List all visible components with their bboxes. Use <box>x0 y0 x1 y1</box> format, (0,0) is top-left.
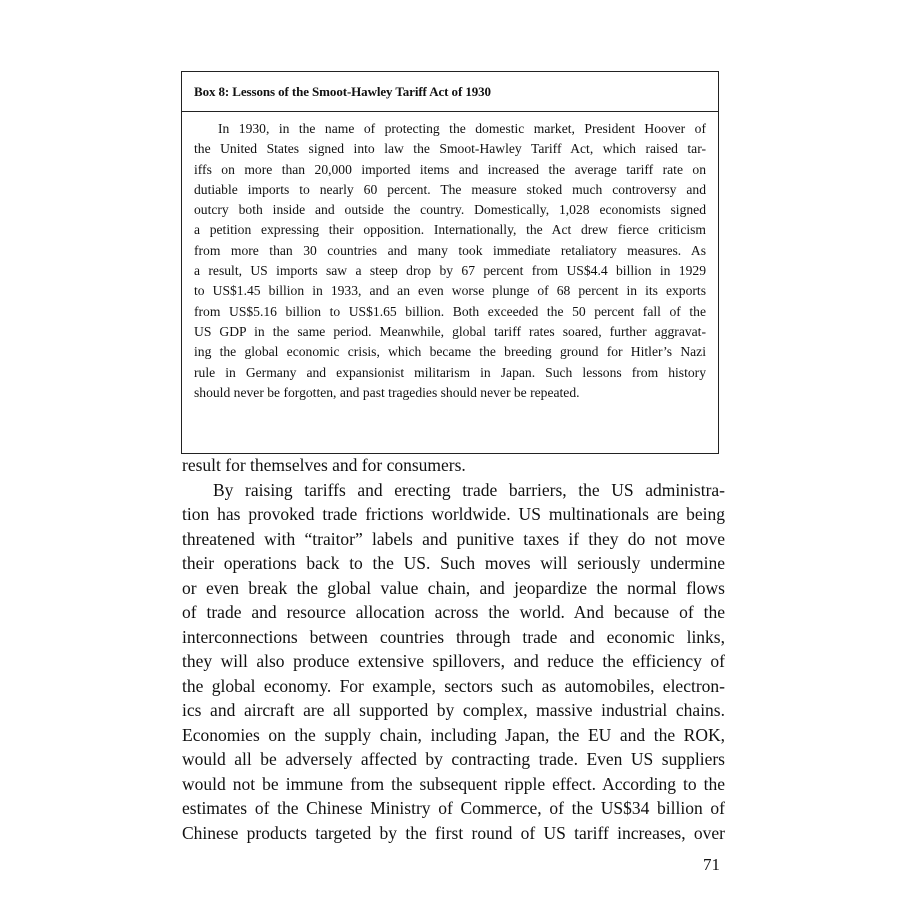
paragraph-line: Chinese products targeted by the first round of US tariff increases, over <box>182 822 725 843</box>
box-line: In 1930, in the name of protecting the domestic market, President Hoover of <box>218 121 706 136</box>
paragraph-line: the global economy. For example, sectors such as automobiles, electron- <box>182 675 725 696</box>
box-line: outcry both inside and outside the country. Domestically, 1,028 economists signed <box>194 202 706 218</box>
paragraph-line: result for themselves and for consumers. <box>182 455 466 475</box>
box-line: the United States signed into law the Smoot-Hawley Tariff Act, which raised tar- <box>194 141 706 157</box>
box-line: dutiable imports to nearly 60 percent. The measure stoked much controversy and <box>194 181 706 197</box>
sidebar-box <box>181 71 719 454</box>
paragraph-line: tion has provoked trade frictions worldwide. US multinationals are being <box>182 504 725 524</box>
paragraph-line: By raising tariffs and erecting trade barriers, the US administra- <box>213 479 725 500</box>
box-line: US GDP in the same period. Meanwhile, global tariff rates soared, further aggravat- <box>194 323 706 339</box>
paragraph-line: interconnections between countries through trade and economic links, <box>182 626 725 647</box>
box-title: Box 8: Lessons of the Smoot-Hawley Tariff Act of 1930 <box>182 72 718 112</box>
box-line: a petition expressing their opposition. Internationally, the Act drew fierce criticism <box>194 222 706 238</box>
box-line: ing the global economic crisis, which became the breeding ground for Hitler’s Nazi <box>194 344 706 360</box>
paragraph-line: their operations back to the US. Such moves will seriously undermine <box>182 553 725 573</box>
paragraph-line: estimates of the Chinese Ministry of Commerce, of the US$34 billion of <box>182 798 725 818</box>
box-line: from more than 30 countries and many took immediate retaliatory measures. As <box>194 242 706 258</box>
main-text <box>182 453 725 845</box>
paragraph-line: threatened with “traitor” labels and punitive taxes if they do not move <box>182 528 725 549</box>
box-line: from US$5.16 billion to US$1.65 billion. Both exceeded the 50 percent fall of the <box>194 303 706 319</box>
box-line: should never be forgotten, and past tragedies should never be repeated. <box>194 384 580 400</box>
paragraph-line: would not be immune from the subsequent ripple effect. According to the <box>182 773 725 794</box>
paragraph-line: Economies on the supply chain, including Japan, the EU and the ROK, <box>182 724 725 745</box>
box-line: rule in Germany and expansionist militarism in Japan. Such lessons from history <box>194 364 706 380</box>
paragraph-line: ics and aircraft are all supported by complex, massive industrial chains. <box>182 700 725 720</box>
box-line: a result, US imports saw a steep drop by 67 percent from US$4.4 billion in 1929 <box>194 263 706 279</box>
paragraph-line: or even break the global value chain, and jeopardize the normal flows <box>182 577 725 598</box>
box-line: iffs on more than 20,000 imported items and increased the average tariff rate on <box>194 161 706 177</box>
paragraph-line: would all be adversely affected by contracting trade. Even US suppliers <box>182 749 725 769</box>
page-number: 71 <box>703 855 720 874</box>
paragraph-line: of trade and resource allocation across the world. And because of the <box>182 602 725 622</box>
paragraph-line: they will also produce extensive spillovers, and reduce the efficiency of <box>182 651 725 671</box>
box-body <box>182 112 718 403</box>
box-line: to US$1.45 billion in 1933, and an even worse plunge of 68 percent in its exports <box>194 283 706 299</box>
